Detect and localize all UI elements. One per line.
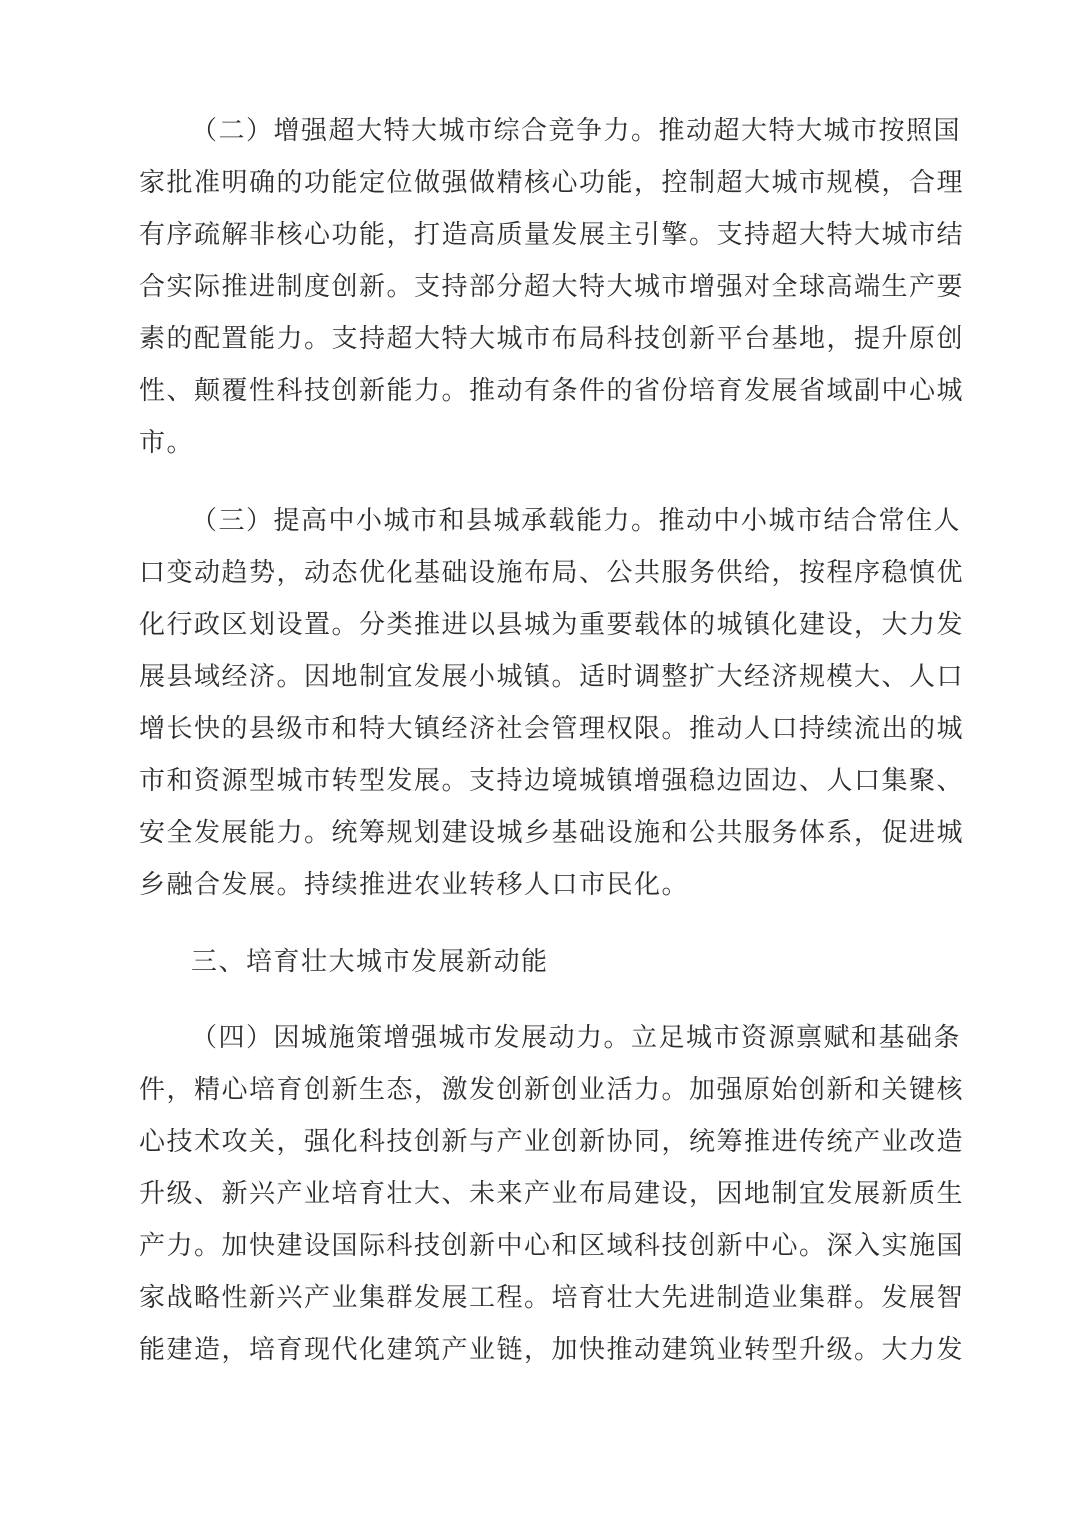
section-heading [139, 936, 945, 988]
text-line: 化行政区划设置。分类推进以县城为重要载体的城镇化建设，大力发 [139, 610, 965, 640]
text-line: 家批准明确的功能定位做强做精核心功能，控制超大城市规模，合理 [139, 168, 965, 198]
text-line: 展县域经济。因地制宜发展小城镇。适时调整扩大经济规模大、人口 [139, 662, 965, 692]
text-line: 增长快的县级市和特大镇经济社会管理权限。推动人口持续流出的城 [139, 714, 965, 744]
text-line: 市和资源型城市转型发展。支持边境城镇增强稳边固边、人口集聚、 [139, 766, 965, 796]
text-line: 能建造，培育现代化建筑产业链，加快推动建筑业转型升级。大力发 [139, 1335, 965, 1365]
text-line: 市。 [139, 428, 195, 458]
text-line: 安全发展能力。统筹规划建设城乡基础设施和公共服务体系，促进城 [139, 818, 965, 848]
heading-text: 三、培育壮大城市发展新动能 [191, 947, 549, 977]
text-line: 家战略性新兴产业集群发展工程。培育壮大先进制造业集群。发展智 [139, 1283, 965, 1313]
text-line: 口变动趋势，动态优化基础设施布局、公共服务供给，按程序稳慎优 [139, 558, 965, 588]
text-line: 合实际推进制度创新。支持部分超大特大城市增强对全球高端生产要 [139, 272, 965, 302]
text-line: 乡融合发展。持续推进农业转移人口市民化。 [139, 870, 690, 900]
text-line: （四）因城施策增强城市发展动力。立足城市资源禀赋和基础条 [191, 1023, 962, 1053]
text-line: 产力。加快建设国际科技创新中心和区域科技创新中心。深入实施国 [139, 1231, 965, 1261]
paragraph-4 [139, 1012, 965, 1376]
text-line: 有序疏解非核心功能，打造高质量发展主引擎。支持超大特大城市结 [139, 220, 965, 250]
paragraph-3 [139, 495, 965, 911]
paragraph-2 [139, 105, 965, 469]
text-line: 件，精心培育创新生态，激发创新创业活力。加强原始创新和关键核 [139, 1075, 965, 1105]
text-line: 素的配置能力。支持超大特大城市布局科技创新平台基地，提升原创 [139, 324, 965, 354]
text-line: 性、颠覆性科技创新能力。推动有条件的省份培育发展省域副中心城 [139, 376, 965, 406]
text-line: （二）增强超大特大城市综合竞争力。推动超大特大城市按照国 [191, 116, 962, 146]
text-line: （三）提高中小城市和县城承载能力。推动中小城市结合常住人 [191, 506, 962, 536]
text-line: 心技术攻关，强化科技创新与产业创新协同，统筹推进传统产业改造 [139, 1127, 965, 1157]
text-line: 升级、新兴产业培育壮大、未来产业布局建设，因地制宜发展新质生 [139, 1179, 965, 1209]
